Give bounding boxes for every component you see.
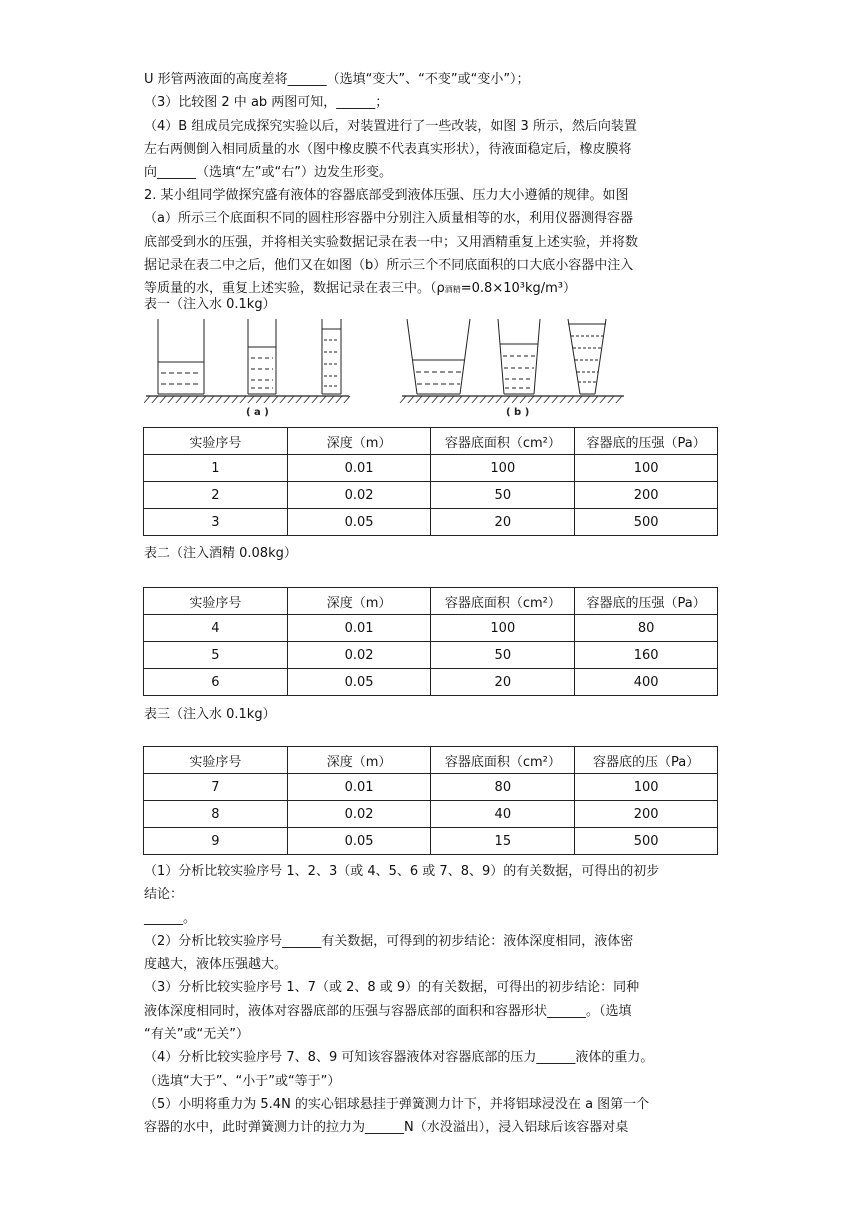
table-cell: 50 (431, 482, 575, 509)
table-row (144, 482, 718, 509)
figure-label-a: ( a ) (246, 407, 269, 418)
header-cell: 容器底的压强（Pa） (575, 588, 718, 615)
stem-text: 等质量的水，重复上述实验，数据记录在表三中。（ρ (144, 281, 445, 297)
table-cell: 20 (431, 669, 575, 696)
table-cell: 100 (575, 455, 718, 482)
container-a3 (322, 319, 341, 394)
table-cell: 500 (575, 828, 718, 855)
table-row (144, 642, 718, 669)
header-cell: 深度（m） (287, 747, 431, 774)
table-cell: 100 (431, 455, 575, 482)
table-3 (143, 746, 718, 855)
table-cell: 7 (144, 774, 288, 801)
stem-text-rest: =0.8×10³kg/m³） (460, 281, 577, 297)
text-line: 液体深度相同时，液体对容器底部的压强与容器底部的面积和容器形状______。（选填 (144, 1003, 632, 1019)
table-cell: 0.02 (287, 801, 431, 828)
table-cell: 0.05 (287, 509, 431, 536)
table-cell: 200 (575, 801, 718, 828)
text-line: （4）分析比较实验序号 7、8、9 可知该容器液体对容器底部的压力______液体的重力。 (144, 1050, 654, 1066)
table-cell: 15 (431, 828, 575, 855)
text-line: （3）分析比较实验序号 1、7（或 2、8 或 9）的有关数据，可得出的初步结论：同种 (144, 980, 640, 996)
table-cell: 5 (144, 642, 288, 669)
text-line: 容器的水中，此时弹簧测力计的拉力为______N（水没溢出），浸入铝球后该容器对桌 (144, 1120, 629, 1136)
text-line: （1）分析比较实验序号 1、2、3（或 4、5、6 或 7、8、9）的有关数据，可得出的初步 (144, 864, 660, 879)
text-line: （4）B 组成员完成探究实验以后，对装置进行了一些改装，如图 3 所示，然后向装置 (144, 118, 637, 134)
table-row (144, 774, 718, 801)
table-cell: 6 (144, 669, 288, 696)
table-cell: 3 (144, 509, 288, 536)
table-cell: 0.02 (287, 482, 431, 509)
table-cell: 20 (431, 509, 575, 536)
table-cell: 0.01 (287, 455, 431, 482)
table2-caption: 表二（注入酒精 0.08kg） (144, 546, 297, 561)
text-line: 据记录在表二中之后，他们又在如图（b）所示三个不同底面积的口大底小容器中注入 (144, 257, 634, 273)
table-row (144, 828, 718, 855)
table-cell: 200 (575, 482, 718, 509)
table-cell: 4 (144, 615, 288, 642)
alcohol-subscript: 酒精 (444, 285, 461, 295)
top-paragraph (144, 68, 718, 184)
table-cell: 40 (431, 801, 575, 828)
container-b1 (407, 319, 470, 394)
table-row (144, 615, 718, 642)
table-2 (143, 587, 718, 696)
text-line: （3）比较图 2 中 ab 两图可知，______； (144, 95, 389, 111)
text-line: （5）小明将重力为 5.4N 的实心铝球悬挂于弹簧测力计下，并将铝球浸没在 a 图第一个 (144, 1096, 650, 1112)
header-cell: 容器底的压（Pa） (575, 747, 718, 774)
header-cell: 深度（m） (287, 588, 431, 615)
header-cell: 容器底面积（cm²） (431, 428, 575, 455)
table-cell: 0.05 (287, 669, 431, 696)
header-cell: 实验序号 (144, 747, 288, 774)
table-cell: 1 (144, 455, 288, 482)
text-line: 底部受到水的压强，并将相关实验数据记录在表一中；又用酒精重复上述实验，并将数 (144, 234, 639, 250)
text-line: 2. 某小组同学做探究盛有液体的容器底部受到液体压强、压力大小遵循的规律。如图 (144, 188, 629, 203)
header-cell: 深度（m） (287, 428, 431, 455)
table-cell: 80 (575, 615, 718, 642)
table-1 (143, 427, 718, 536)
table-header-row (144, 428, 718, 455)
table-cell: 2 (144, 482, 288, 509)
text-line: （2）分析比较实验序号______有关数据，可得到的初步结论：液体深度相同，液体密 (144, 933, 634, 949)
table-row (144, 509, 718, 536)
containers-figure (144, 316, 718, 420)
question-2-stem (144, 184, 718, 301)
table-cell: 9 (144, 828, 288, 855)
table-header-row (144, 747, 718, 774)
header-cell: 实验序号 (144, 428, 288, 455)
table-cell: 160 (575, 642, 718, 669)
table-cell: 500 (575, 509, 718, 536)
header-cell: 容器底面积（cm²） (431, 588, 575, 615)
questions-block (144, 860, 718, 1140)
figure-label-b: ( b ) (506, 407, 530, 418)
text-line: （选填“大于”、“小于”或“等于”） (144, 1073, 341, 1089)
container-b2 (498, 319, 540, 394)
table-cell: 50 (431, 642, 575, 669)
text-line: 结论： (144, 887, 184, 903)
table-cell: 100 (431, 615, 575, 642)
table-cell: 0.01 (287, 615, 431, 642)
table-cell: 0.01 (287, 774, 431, 801)
table3-caption: 表三（注入水 0.1kg） (144, 707, 276, 722)
table-row (144, 801, 718, 828)
header-cell: 容器底的压强（Pa） (575, 428, 718, 455)
table-cell: 8 (144, 801, 288, 828)
table-header-row (144, 588, 718, 615)
table-cell: 0.02 (287, 642, 431, 669)
table-cell: 0.05 (287, 828, 431, 855)
container-a2 (248, 319, 276, 394)
header-cell: 容器底面积（cm²） (431, 747, 575, 774)
text-line: “有关”或“无关”） (144, 1027, 249, 1043)
text-line: ______。 (144, 910, 197, 926)
table-cell: 100 (575, 774, 718, 801)
table-cell: 80 (431, 774, 575, 801)
text-line: U 形管两液面的高度差将______（选填“变大”、“不变”或“变小”）； (144, 72, 530, 87)
text-line: 向______（选填“左”或“右”）边发生形变。 (144, 165, 392, 181)
container-b3 (568, 319, 606, 394)
table1-caption: 表一（注入水 0.1kg） (144, 297, 276, 312)
text-line: 度越大，液体压强越大。 (144, 957, 288, 973)
table-cell: 400 (575, 669, 718, 696)
text-line: 左右两侧倒入相同质量的水（图中橡皮膜不代表真实形状），待液面稳定后，橡皮膜将 (144, 141, 632, 157)
table-row (144, 455, 718, 482)
text-line: （a）所示三个底面积不同的圆柱形容器中分别注入质量相等的水，利用仪器测得容器 (144, 211, 633, 227)
header-cell: 实验序号 (144, 588, 288, 615)
table-row (144, 669, 718, 696)
container-a1 (158, 319, 204, 394)
